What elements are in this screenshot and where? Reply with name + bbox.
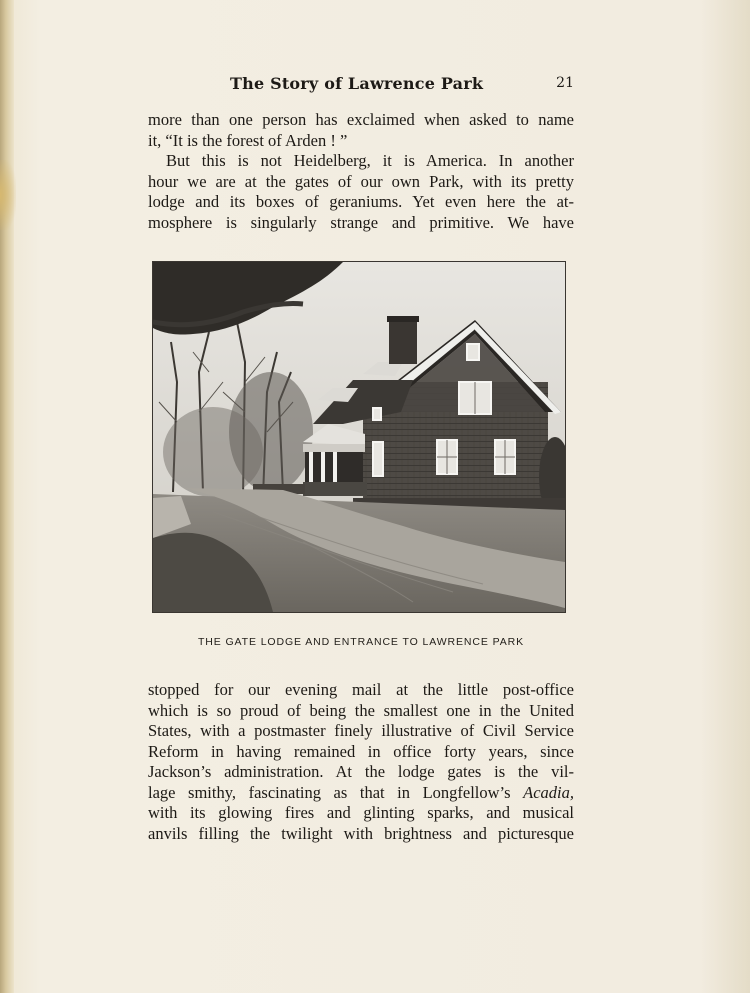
text-line: States, with a postmaster finely illustrative of Civil Service <box>148 721 574 740</box>
text-line: it, “It is the forest of Arden ! ” <box>148 130 348 150</box>
text-line: hour we are at the gates of our own Park, with its pretty <box>148 171 574 191</box>
text-line: But this is not Heidelberg, it is America. In another <box>166 151 574 170</box>
text-line: which is so proud of being the smallest one in the United <box>148 700 574 720</box>
page-header <box>148 74 574 94</box>
running-title: The Story of Lawrence Park <box>230 74 484 93</box>
text-line: stopped for our evening mail at the little post-office <box>148 680 574 699</box>
text-line: anvils filling the twilight with brightness and picturesque <box>148 823 574 843</box>
page-binding-edge <box>0 0 14 993</box>
text-line: with its glowing fires and glinting sparks, and musical <box>148 803 574 822</box>
photo-caption: THE GATE LODGE AND ENTRANCE TO LAWRENCE PARK <box>197 636 525 648</box>
paragraph-bottom <box>148 680 574 844</box>
text-line-with-italic <box>148 783 574 804</box>
text-fragment: lage smithy, fascinating as that in Longfellow’s <box>148 782 511 802</box>
paragraph-top <box>148 110 574 233</box>
italic-title: Acadia, <box>523 782 575 802</box>
gate-lodge-photo-image <box>153 262 565 612</box>
page-stain <box>0 160 16 230</box>
text-line: more than one person has exclaimed when asked to name <box>148 110 574 129</box>
text-line: lodge and its boxes of geraniums. Yet even here the at- <box>148 192 574 211</box>
text-line: mosphere is singularly strange and primitive. We have <box>148 212 574 232</box>
page-number: 21 <box>556 75 574 91</box>
gate-lodge-photo <box>152 261 566 613</box>
text-line: Reform in having remained in office forty years, since <box>148 741 574 761</box>
text-line: Jackson’s administration. At the lodge gates is the vil- <box>148 762 574 781</box>
